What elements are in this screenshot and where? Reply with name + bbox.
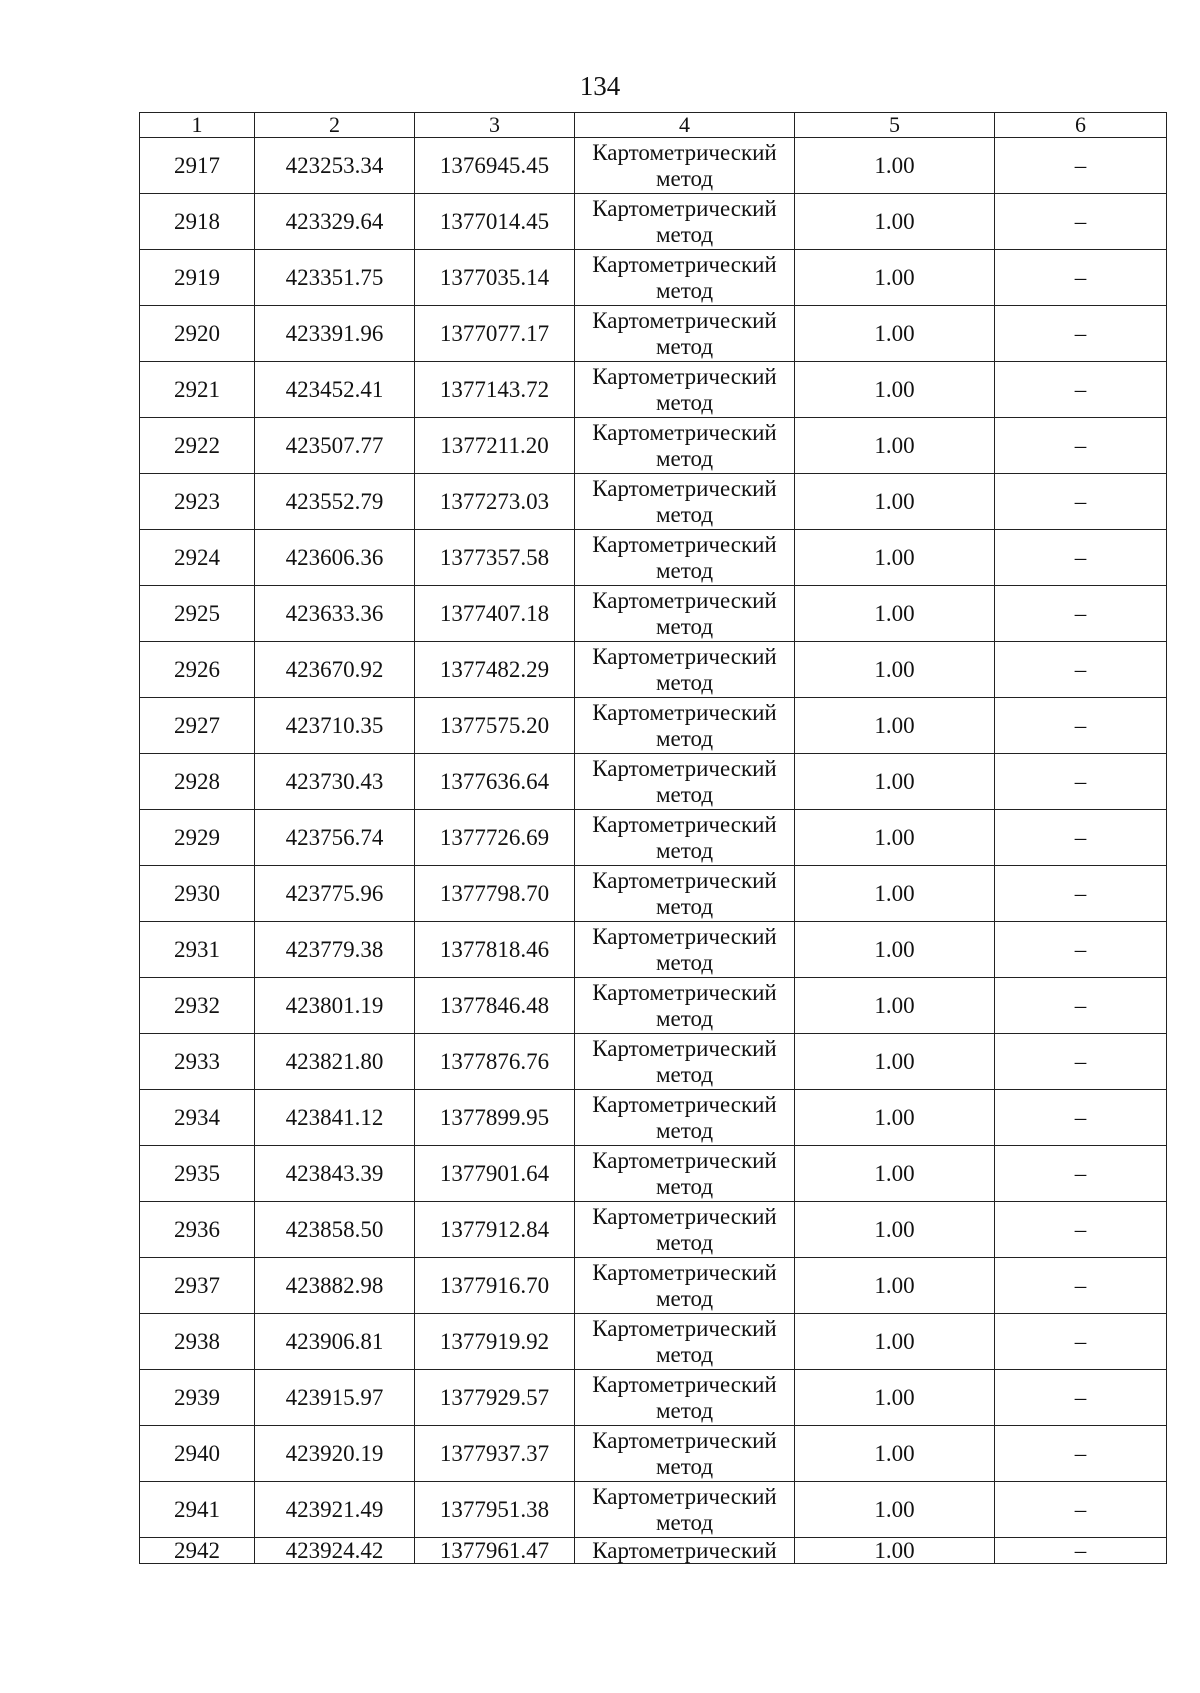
method-cell <box>575 194 795 250</box>
method-text: метод <box>655 501 714 527</box>
method-cell <box>575 1314 795 1370</box>
method-text: метод <box>655 1061 714 1087</box>
method-text: метод <box>655 781 714 807</box>
accuracy-cell: 1.00 <box>795 306 995 362</box>
note-cell: – <box>995 978 1167 1034</box>
table-row <box>140 754 1167 810</box>
note-cell: – <box>995 586 1167 642</box>
y-coordinate-cell: 1377961.47 <box>415 1538 575 1564</box>
accuracy-cell: 1.00 <box>795 1314 995 1370</box>
table-row <box>140 642 1167 698</box>
y-coordinate-cell: 1377014.45 <box>415 194 575 250</box>
x-coordinate-cell: 423779.38 <box>255 922 415 978</box>
accuracy-cell: 1.00 <box>795 754 995 810</box>
y-coordinate-cell: 1376945.45 <box>415 138 575 194</box>
method-cell <box>575 1146 795 1202</box>
table-row <box>140 810 1167 866</box>
point-number-cell: 2924 <box>140 530 255 586</box>
accuracy-cell: 1.00 <box>795 1370 995 1426</box>
method-text: Картометрический <box>592 475 777 501</box>
table-header-row <box>140 113 1167 138</box>
table-row <box>140 530 1167 586</box>
x-coordinate-cell: 423391.96 <box>255 306 415 362</box>
note-cell: – <box>995 698 1167 754</box>
table-row <box>140 1146 1167 1202</box>
method-text: метод <box>655 445 714 471</box>
coordinates-table <box>139 112 1167 1564</box>
method-cell <box>575 922 795 978</box>
method-text: Картометрический <box>592 979 777 1005</box>
method-cell <box>575 586 795 642</box>
y-coordinate-cell: 1377929.57 <box>415 1370 575 1426</box>
point-number-cell: 2942 <box>140 1538 255 1564</box>
method-cell <box>575 1538 795 1564</box>
x-coordinate-cell: 423915.97 <box>255 1370 415 1426</box>
page-number: 134 <box>579 71 621 101</box>
point-number-cell: 2932 <box>140 978 255 1034</box>
note-cell: – <box>995 1202 1167 1258</box>
y-coordinate-cell: 1377077.17 <box>415 306 575 362</box>
column-header: 5 <box>795 113 995 138</box>
accuracy-cell: 1.00 <box>795 698 995 754</box>
y-coordinate-cell: 1377357.58 <box>415 530 575 586</box>
method-text: Картометрический <box>592 251 777 277</box>
column-header: 3 <box>415 113 575 138</box>
method-text: метод <box>655 389 714 415</box>
accuracy-cell: 1.00 <box>795 250 995 306</box>
x-coordinate-cell: 423670.92 <box>255 642 415 698</box>
accuracy-cell: 1.00 <box>795 474 995 530</box>
y-coordinate-cell: 1377846.48 <box>415 978 575 1034</box>
method-text: Картометрический <box>592 419 777 445</box>
method-cell <box>575 698 795 754</box>
note-cell: – <box>995 250 1167 306</box>
y-coordinate-cell: 1377482.29 <box>415 642 575 698</box>
table-row <box>140 1258 1167 1314</box>
method-text: метод <box>655 1229 714 1255</box>
method-cell <box>575 810 795 866</box>
table-row <box>140 306 1167 362</box>
note-cell: – <box>995 1538 1167 1564</box>
method-text: метод <box>655 949 714 975</box>
method-cell <box>575 530 795 586</box>
method-cell <box>575 418 795 474</box>
y-coordinate-cell: 1377912.84 <box>415 1202 575 1258</box>
x-coordinate-cell: 423775.96 <box>255 866 415 922</box>
point-number-cell: 2918 <box>140 194 255 250</box>
y-coordinate-cell: 1377899.95 <box>415 1090 575 1146</box>
accuracy-cell: 1.00 <box>795 1146 995 1202</box>
table-row <box>140 1314 1167 1370</box>
note-cell: – <box>995 754 1167 810</box>
y-coordinate-cell: 1377636.64 <box>415 754 575 810</box>
y-coordinate-cell: 1377211.20 <box>415 418 575 474</box>
method-text: метод <box>655 1397 714 1423</box>
accuracy-cell: 1.00 <box>795 1426 995 1482</box>
table-row <box>140 1426 1167 1482</box>
method-text: метод <box>655 221 714 247</box>
note-cell: – <box>995 194 1167 250</box>
point-number-cell: 2922 <box>140 418 255 474</box>
method-text: Картометрический <box>592 1259 777 1285</box>
note-cell: – <box>995 474 1167 530</box>
method-text: Картометрический <box>592 923 777 949</box>
note-cell: – <box>995 1258 1167 1314</box>
method-text: метод <box>655 1285 714 1311</box>
method-text: метод <box>655 1341 714 1367</box>
method-text: Картометрический <box>592 1483 777 1509</box>
method-text: метод <box>655 1453 714 1479</box>
method-text: Картометрический <box>592 755 777 781</box>
method-cell <box>575 1426 795 1482</box>
note-cell: – <box>995 1314 1167 1370</box>
accuracy-cell: 1.00 <box>795 1034 995 1090</box>
accuracy-cell: 1.00 <box>795 1258 995 1314</box>
x-coordinate-cell: 423452.41 <box>255 362 415 418</box>
y-coordinate-cell: 1377407.18 <box>415 586 575 642</box>
method-cell <box>575 1034 795 1090</box>
method-text: Картометрический <box>592 363 777 389</box>
table-row <box>140 194 1167 250</box>
point-number-cell: 2923 <box>140 474 255 530</box>
method-text: Картометрический <box>592 531 777 557</box>
accuracy-cell: 1.00 <box>795 866 995 922</box>
method-cell <box>575 866 795 922</box>
method-text: Картометрический <box>592 1147 777 1173</box>
point-number-cell: 2929 <box>140 810 255 866</box>
x-coordinate-cell: 423821.80 <box>255 1034 415 1090</box>
accuracy-cell: 1.00 <box>795 1202 995 1258</box>
y-coordinate-cell: 1377937.37 <box>415 1426 575 1482</box>
method-text: метод <box>655 1173 714 1199</box>
y-coordinate-cell: 1377035.14 <box>415 250 575 306</box>
note-cell: – <box>995 306 1167 362</box>
x-coordinate-cell: 423841.12 <box>255 1090 415 1146</box>
point-number-cell: 2925 <box>140 586 255 642</box>
x-coordinate-cell: 423801.19 <box>255 978 415 1034</box>
method-text: метод <box>655 557 714 583</box>
y-coordinate-cell: 1377901.64 <box>415 1146 575 1202</box>
table-body <box>140 138 1167 1564</box>
method-text: Картометрический <box>592 587 777 613</box>
accuracy-cell: 1.00 <box>795 530 995 586</box>
y-coordinate-cell: 1377143.72 <box>415 362 575 418</box>
accuracy-cell: 1.00 <box>795 1482 995 1538</box>
point-number-cell: 2933 <box>140 1034 255 1090</box>
point-number-cell: 2931 <box>140 922 255 978</box>
y-coordinate-cell: 1377273.03 <box>415 474 575 530</box>
method-cell <box>575 250 795 306</box>
method-cell <box>575 138 795 194</box>
table-row <box>140 586 1167 642</box>
point-number-cell: 2936 <box>140 1202 255 1258</box>
note-cell: – <box>995 530 1167 586</box>
method-text: Картометрический <box>592 195 777 221</box>
x-coordinate-cell: 423906.81 <box>255 1314 415 1370</box>
accuracy-cell: 1.00 <box>795 586 995 642</box>
method-text: метод <box>655 669 714 695</box>
table-row <box>140 698 1167 754</box>
method-cell <box>575 642 795 698</box>
note-cell: – <box>995 1482 1167 1538</box>
x-coordinate-cell: 423351.75 <box>255 250 415 306</box>
table-row <box>140 1482 1167 1538</box>
table-row <box>140 866 1167 922</box>
method-cell <box>575 1482 795 1538</box>
method-text: Картометрический <box>592 867 777 893</box>
note-cell: – <box>995 810 1167 866</box>
accuracy-cell: 1.00 <box>795 922 995 978</box>
table-row <box>140 250 1167 306</box>
method-text: метод <box>655 613 714 639</box>
column-header: 4 <box>575 113 795 138</box>
x-coordinate-cell: 423552.79 <box>255 474 415 530</box>
method-cell <box>575 474 795 530</box>
y-coordinate-cell: 1377798.70 <box>415 866 575 922</box>
method-cell <box>575 1090 795 1146</box>
note-cell: – <box>995 1146 1167 1202</box>
table-row <box>140 1202 1167 1258</box>
table-row <box>140 418 1167 474</box>
method-text: метод <box>655 1005 714 1031</box>
accuracy-cell: 1.00 <box>795 978 995 1034</box>
x-coordinate-cell: 423924.42 <box>255 1538 415 1564</box>
table-row <box>140 1034 1167 1090</box>
point-number-cell: 2917 <box>140 138 255 194</box>
column-header: 6 <box>995 113 1167 138</box>
method-text: Картометрический <box>592 811 777 837</box>
accuracy-cell: 1.00 <box>795 642 995 698</box>
accuracy-cell: 1.00 <box>795 362 995 418</box>
method-cell <box>575 1370 795 1426</box>
method-text: Картометрический <box>592 1035 777 1061</box>
method-text: Картометрический <box>592 1371 777 1397</box>
method-cell <box>575 306 795 362</box>
table-row <box>140 922 1167 978</box>
column-header: 1 <box>140 113 255 138</box>
point-number-cell: 2935 <box>140 1146 255 1202</box>
point-number-cell: 2927 <box>140 698 255 754</box>
x-coordinate-cell: 423606.36 <box>255 530 415 586</box>
table-row <box>140 474 1167 530</box>
note-cell: – <box>995 1090 1167 1146</box>
note-cell: – <box>995 418 1167 474</box>
point-number-cell: 2919 <box>140 250 255 306</box>
point-number-cell: 2930 <box>140 866 255 922</box>
method-text: Картометрический <box>592 1537 777 1563</box>
method-text: метод <box>655 333 714 359</box>
table-row <box>140 1538 1167 1564</box>
method-cell <box>575 978 795 1034</box>
note-cell: – <box>995 362 1167 418</box>
y-coordinate-cell: 1377876.76 <box>415 1034 575 1090</box>
note-cell: – <box>995 1034 1167 1090</box>
point-number-cell: 2926 <box>140 642 255 698</box>
note-cell: – <box>995 866 1167 922</box>
note-cell: – <box>995 1426 1167 1482</box>
x-coordinate-cell: 423329.64 <box>255 194 415 250</box>
table-row <box>140 1370 1167 1426</box>
note-cell: – <box>995 922 1167 978</box>
x-coordinate-cell: 423253.34 <box>255 138 415 194</box>
point-number-cell: 2940 <box>140 1426 255 1482</box>
point-number-cell: 2920 <box>140 306 255 362</box>
method-text: Картометрический <box>592 699 777 725</box>
table-row <box>140 138 1167 194</box>
x-coordinate-cell: 423882.98 <box>255 1258 415 1314</box>
x-coordinate-cell: 423633.36 <box>255 586 415 642</box>
accuracy-cell: 1.00 <box>795 418 995 474</box>
note-cell: – <box>995 642 1167 698</box>
table-row <box>140 978 1167 1034</box>
method-text: метод <box>655 165 714 191</box>
accuracy-cell: 1.00 <box>795 810 995 866</box>
method-text: метод <box>655 1509 714 1535</box>
method-text: Картометрический <box>592 643 777 669</box>
method-text: метод <box>655 893 714 919</box>
method-text: Картометрический <box>592 1427 777 1453</box>
x-coordinate-cell: 423921.49 <box>255 1482 415 1538</box>
table-row <box>140 362 1167 418</box>
x-coordinate-cell: 423756.74 <box>255 810 415 866</box>
method-cell <box>575 1202 795 1258</box>
note-cell: – <box>995 138 1167 194</box>
method-text: метод <box>655 837 714 863</box>
y-coordinate-cell: 1377575.20 <box>415 698 575 754</box>
y-coordinate-cell: 1377818.46 <box>415 922 575 978</box>
x-coordinate-cell: 423843.39 <box>255 1146 415 1202</box>
point-number-cell: 2921 <box>140 362 255 418</box>
y-coordinate-cell: 1377726.69 <box>415 810 575 866</box>
method-cell <box>575 754 795 810</box>
method-text: метод <box>655 1117 714 1143</box>
y-coordinate-cell: 1377919.92 <box>415 1314 575 1370</box>
y-coordinate-cell: 1377916.70 <box>415 1258 575 1314</box>
method-text: Картометрический <box>592 1203 777 1229</box>
method-text: метод <box>655 725 714 751</box>
point-number-cell: 2934 <box>140 1090 255 1146</box>
point-number-cell: 2938 <box>140 1314 255 1370</box>
accuracy-cell: 1.00 <box>795 1538 995 1564</box>
method-text: Картометрический <box>592 307 777 333</box>
method-text: метод <box>655 277 714 303</box>
column-header: 2 <box>255 113 415 138</box>
point-number-cell: 2928 <box>140 754 255 810</box>
y-coordinate-cell: 1377951.38 <box>415 1482 575 1538</box>
accuracy-cell: 1.00 <box>795 1090 995 1146</box>
point-number-cell: 2939 <box>140 1370 255 1426</box>
x-coordinate-cell: 423920.19 <box>255 1426 415 1482</box>
table-row <box>140 1090 1167 1146</box>
method-text: Картометрический <box>592 1091 777 1117</box>
note-cell: – <box>995 1370 1167 1426</box>
point-number-cell: 2937 <box>140 1258 255 1314</box>
accuracy-cell: 1.00 <box>795 138 995 194</box>
method-text: Картометрический <box>592 139 777 165</box>
x-coordinate-cell: 423858.50 <box>255 1202 415 1258</box>
x-coordinate-cell: 423507.77 <box>255 418 415 474</box>
point-number-cell: 2941 <box>140 1482 255 1538</box>
x-coordinate-cell: 423730.43 <box>255 754 415 810</box>
accuracy-cell: 1.00 <box>795 194 995 250</box>
method-cell <box>575 1258 795 1314</box>
method-text: Картометрический <box>592 1315 777 1341</box>
method-cell <box>575 362 795 418</box>
x-coordinate-cell: 423710.35 <box>255 698 415 754</box>
